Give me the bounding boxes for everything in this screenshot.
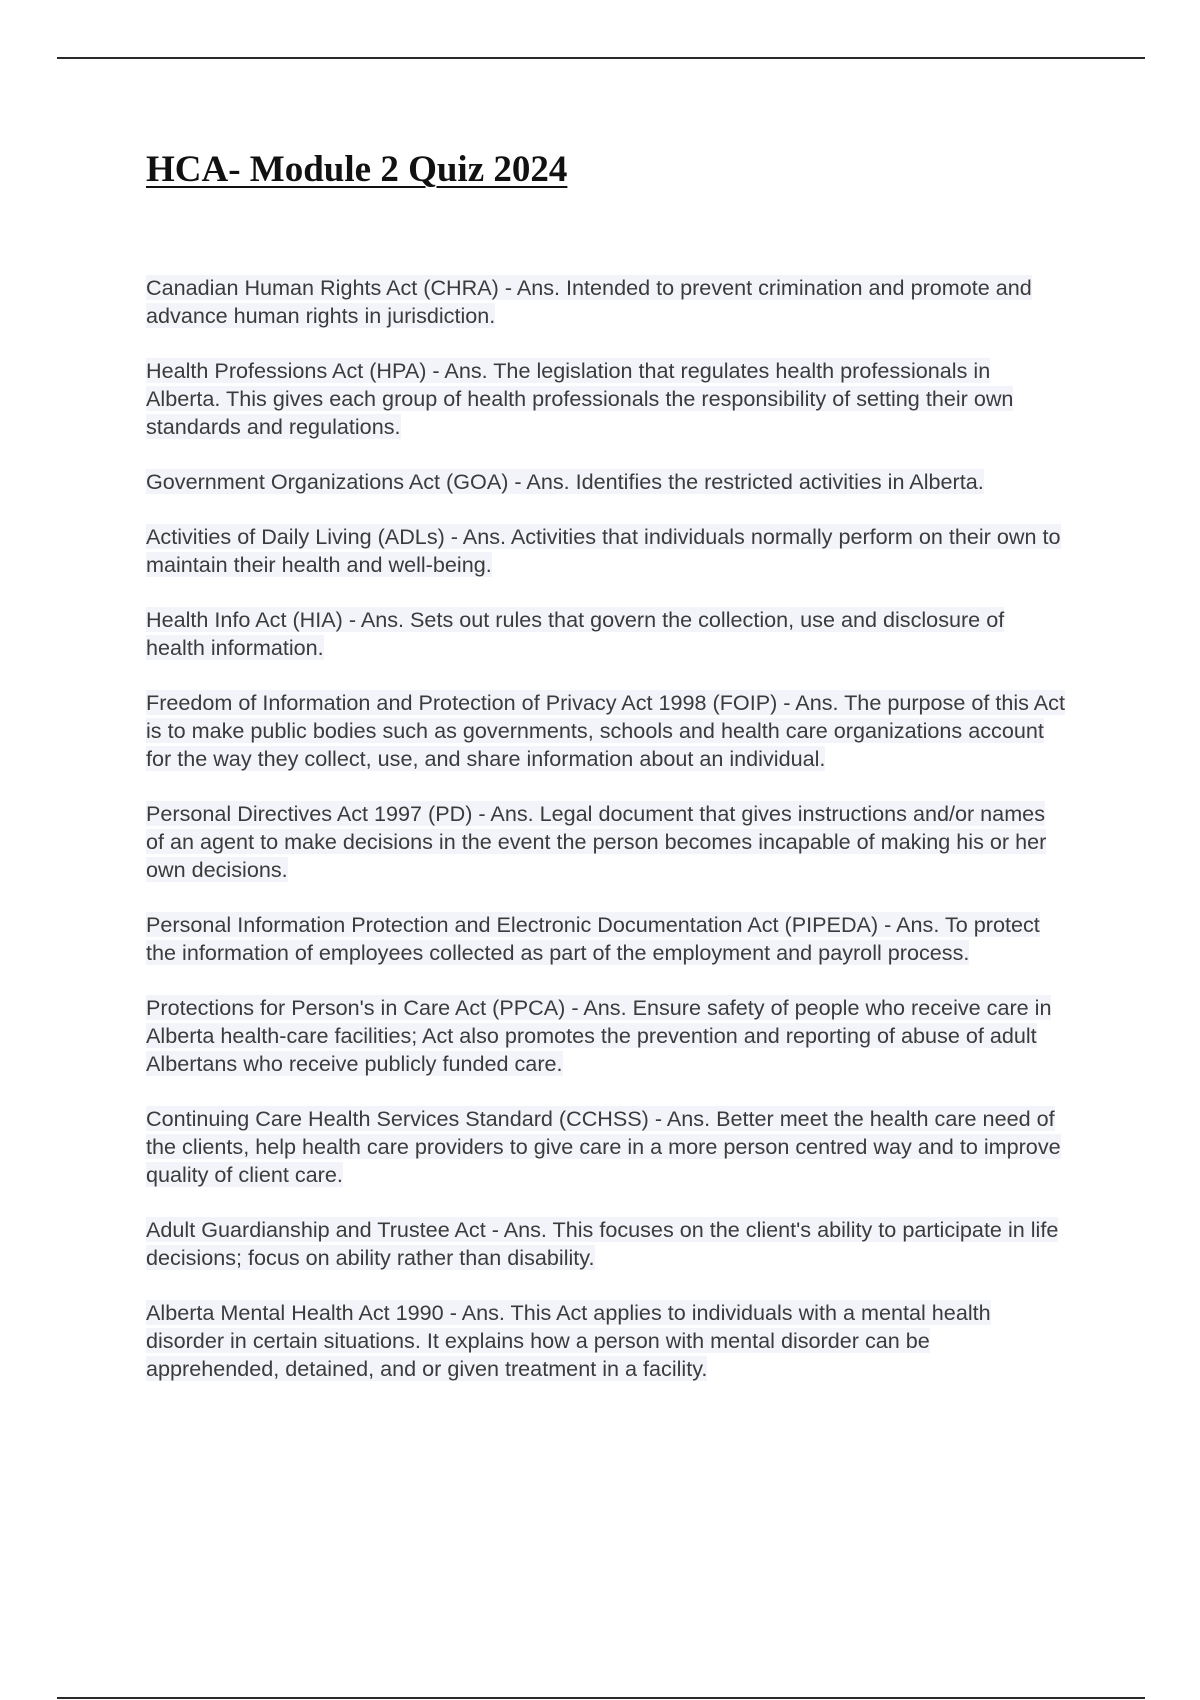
qa-text: Government Organizations Act (GOA) - Ans. Identifies the restricted activities in Alberta. bbox=[146, 469, 984, 494]
qa-item bbox=[146, 689, 1066, 773]
qa-text: Personal Directives Act 1997 (PD) - Ans. Legal document that gives instructions and/or names of an agent to make decisions in the event the person becomes incapable of making his or her own decisions. bbox=[146, 801, 1047, 882]
qa-item bbox=[146, 800, 1066, 884]
qa-text: Activities of Daily Living (ADLs) - Ans. Activities that individuals normally perform on their own to maintain their health and well-being. bbox=[146, 524, 1061, 577]
qa-text: Health Info Act (HIA) - Ans. Sets out rules that govern the collection, use and disclosure of health information. bbox=[146, 607, 1005, 660]
qa-item bbox=[146, 1299, 1066, 1383]
qa-item bbox=[146, 523, 1066, 579]
qa-item bbox=[146, 606, 1066, 662]
qa-text: Continuing Care Health Services Standard (CCHSS) - Ans. Better meet the health care need of the clients, help health care providers to give care in a more person centred way and to improve quality of client care. bbox=[146, 1106, 1061, 1187]
qa-item bbox=[146, 357, 1066, 441]
qa-item bbox=[146, 1105, 1066, 1189]
document-title: HCA- Module 2 Quiz 2024 bbox=[146, 149, 568, 190]
qa-list bbox=[146, 274, 1066, 1410]
header-rule bbox=[57, 57, 1145, 59]
qa-item bbox=[146, 468, 1066, 496]
qa-item bbox=[146, 274, 1066, 330]
qa-text: Personal Information Protection and Electronic Documentation Act (PIPEDA) - Ans. To protect the information of employees collected as part of the employment and payroll process. bbox=[146, 912, 1040, 965]
qa-item bbox=[146, 994, 1066, 1078]
footer-rule bbox=[57, 1697, 1145, 1699]
qa-text: Protections for Person's in Care Act (PPCA) - Ans. Ensure safety of people who receive care in Alberta health-care facilities; Act also promotes the prevention and reporting of abuse of adult Albertans who receive publicly funded care. bbox=[146, 995, 1052, 1076]
qa-text: Alberta Mental Health Act 1990 - Ans. This Act applies to individuals with a mental health disorder in certain situations. It explains how a person with mental disorder can be apprehended, detained, and or given treatment in a facility. bbox=[146, 1300, 991, 1381]
qa-text: Health Professions Act (HPA) - Ans. The legislation that regulates health professionals in Alberta. This gives each group of health professionals the responsibility of setting their own standards and regulations. bbox=[146, 358, 1014, 439]
qa-text: Adult Guardianship and Trustee Act - Ans. This focuses on the client's ability to participate in life decisions; focus on ability rather than disability. bbox=[146, 1217, 1059, 1270]
qa-text: Canadian Human Rights Act (CHRA) - Ans. Intended to prevent crimination and promote and advance human rights in jurisdiction. bbox=[146, 275, 1032, 328]
qa-text: Freedom of Information and Protection of Privacy Act 1998 (FOIP) - Ans. The purpose of this Act is to make public bodies such as governments, schools and health care organizations account for the way they collect, use, and share information about an individual. bbox=[146, 690, 1065, 771]
qa-item bbox=[146, 911, 1066, 967]
qa-item bbox=[146, 1216, 1066, 1272]
